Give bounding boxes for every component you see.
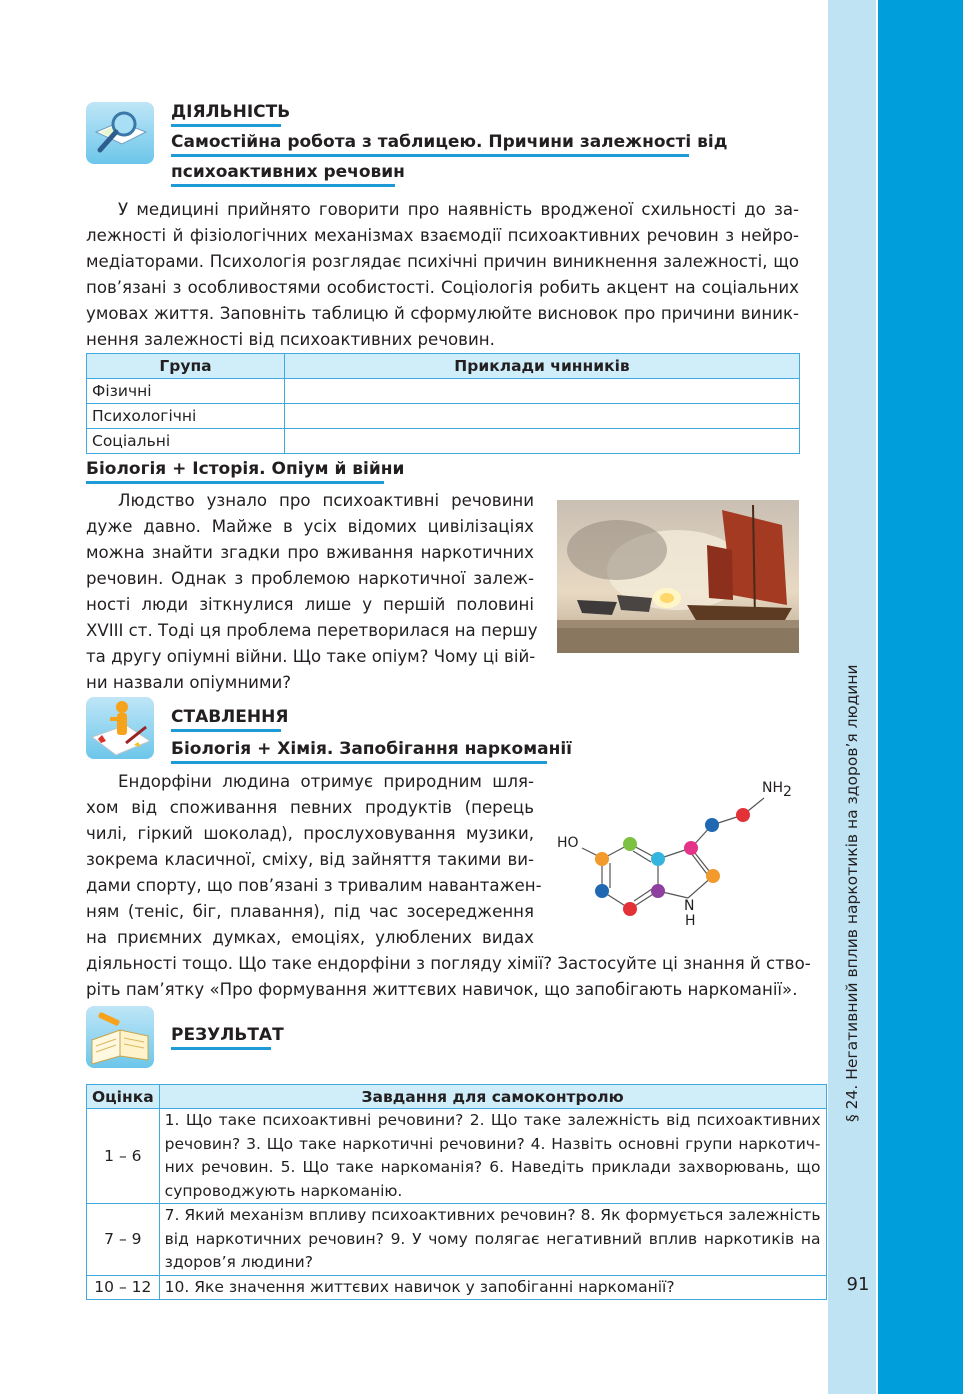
paragraph-line: дуже давно. Майже в усіх відомих цивілізаціях bbox=[86, 517, 534, 536]
paragraph-line: XVIII ст. Тоді ця проблема перетворилася на першу bbox=[86, 621, 538, 640]
activity-subheading-line2: психоактивних речовин bbox=[171, 162, 405, 182]
table-header: Група bbox=[87, 354, 285, 379]
hydroxyl-label: HO bbox=[557, 835, 579, 851]
paragraph-line: дами спорту, що пов’язані з тривалим навантажен- bbox=[86, 876, 542, 895]
amine-nh: NH bbox=[762, 780, 783, 796]
task-line: 7. Який механізм впливу психоактивних речовин? 8. Як формується залежність bbox=[164, 1206, 821, 1224]
table-header: Приклади чинників bbox=[285, 354, 800, 379]
attitude-paragraph bbox=[86, 769, 542, 951]
task-line: речовин? 3. Що таке наркотичні речовини? 4. Назвіть основні групи наркотич- bbox=[164, 1134, 821, 1153]
table-cell[interactable] bbox=[285, 404, 800, 429]
result-heading: РЕЗУЛЬТАТ bbox=[171, 1025, 284, 1045]
sidebar-strip-dark bbox=[878, 0, 963, 1394]
task-cell bbox=[159, 1275, 826, 1300]
opium-war-painting bbox=[557, 500, 799, 653]
paragraph-line: нення залежності від психоактивних речовин. bbox=[86, 330, 495, 349]
open-book-icon bbox=[86, 1006, 154, 1068]
task-cell bbox=[159, 1204, 826, 1276]
paragraph-line: Ендорфіни людина отримує природним шля- bbox=[118, 772, 534, 791]
attitude-heading-underline bbox=[171, 729, 281, 732]
activity-heading: ДІЯЛЬНІСТЬ bbox=[171, 102, 291, 122]
attitude-heading: СТАВЛЕННЯ bbox=[171, 707, 289, 727]
task-cell bbox=[159, 1109, 826, 1204]
amine-label bbox=[762, 780, 792, 800]
table-cell: Психологічні bbox=[87, 404, 285, 429]
molecule-diagram bbox=[548, 770, 808, 945]
carbon-atoms bbox=[595, 808, 750, 916]
grade-cell: 10 – 12 bbox=[87, 1275, 160, 1300]
amine-subscript: 2 bbox=[783, 784, 792, 800]
task-line: 1. Що таке психоактивні речовини? 2. Що таке залежність від психоактивних bbox=[164, 1111, 821, 1129]
task-line: супроводжують наркоманію. bbox=[164, 1181, 403, 1200]
paragraph-line: ням (теніс, біг, плавання), під час зосередження bbox=[86, 902, 534, 921]
task-line: них речовин. 5. Що таке наркоманія? 6. Наведіть приклади захворювань, що bbox=[164, 1158, 821, 1176]
page-number: 91 bbox=[846, 1274, 870, 1295]
activity-subheading-underline1 bbox=[171, 154, 689, 157]
paragraph-line: хом від споживання певних продуктів (перець bbox=[86, 798, 534, 817]
paragraph-line: ріть пам’ятку «Про формування життєвих навичок, що запобігають наркоманії». bbox=[86, 980, 798, 999]
activity-subheading-underline2 bbox=[171, 184, 395, 187]
table-cell: Фізичні bbox=[87, 379, 285, 404]
table-row bbox=[87, 1275, 827, 1300]
paragraph-line: діяльності тощо. Що таке ендорфіни з погляду хімії? Застосуйте ці знання й ство- bbox=[86, 954, 811, 973]
paragraph-line: ни назвали опіумними? bbox=[86, 673, 292, 692]
activity-subheading-line1: Самостійна робота з таблицею. Причини залежності від bbox=[171, 132, 728, 152]
result-heading-underline bbox=[171, 1047, 271, 1050]
paragraph-line: та другу опіумні війни. Що таке опіум? Чому ці вій- bbox=[86, 647, 536, 666]
grade-cell: 1 – 6 bbox=[87, 1109, 160, 1204]
table-cell[interactable] bbox=[285, 429, 800, 454]
table-cell: Соціальні bbox=[87, 429, 285, 454]
table-row bbox=[87, 1204, 827, 1276]
attitude-subheading-underline bbox=[171, 761, 547, 764]
nitrogen-label: N bbox=[684, 898, 695, 914]
table-row bbox=[87, 379, 800, 404]
paragraph-line: чилі, гіркий шоколад), прослуховування музики, bbox=[86, 824, 534, 843]
opium-heading: Біологія + Історія. Опіум й війни bbox=[86, 459, 405, 479]
activity-heading-underline bbox=[171, 124, 281, 127]
opium-heading-underline bbox=[86, 481, 384, 484]
self-check-table bbox=[86, 1084, 827, 1300]
table-row bbox=[87, 429, 800, 454]
attitude-subheading: Біологія + Хімія. Запобігання наркоманії bbox=[171, 739, 572, 759]
table-cell[interactable] bbox=[285, 379, 800, 404]
paragraph-line: умовах життя. Заповніть таблицю й сформулюйте висновок про причини виник- bbox=[86, 304, 799, 323]
attitude-paragraph-full bbox=[86, 951, 811, 1003]
table-header: Оцінка bbox=[87, 1085, 160, 1109]
table-header: Завдання для самоконтролю bbox=[159, 1085, 826, 1109]
task-line: здоров’я людини? bbox=[164, 1253, 313, 1271]
paragraph-line: лежності й фізіологічних механізмах взаємодії психоактивних речовин з нейро- bbox=[86, 226, 799, 245]
paragraph-line: Людство узнало про психоактивні речовини bbox=[118, 491, 534, 510]
hydrogen-label: H bbox=[685, 913, 696, 929]
grade-cell: 7 – 9 bbox=[87, 1204, 160, 1276]
map-magnifier-icon bbox=[86, 102, 154, 164]
paragraph-line: медіаторами. Психологія розглядає психічні причин виникнення залежності, що bbox=[86, 252, 799, 271]
paragraph-line: зокрема класичної, сміху, від зайняття такими ви- bbox=[86, 850, 534, 869]
running-head: § 24. Негативний вплив наркотиків на здоров’я людини bbox=[843, 664, 861, 1122]
person-on-paper-icon bbox=[86, 697, 154, 759]
table-row bbox=[87, 1109, 827, 1204]
table-row bbox=[87, 404, 800, 429]
task-line: 10. Яке значення життєвих навичок у запобіганні наркоманії? bbox=[164, 1277, 675, 1296]
paragraph-line: можна знайти згадки про вживання наркотичних bbox=[86, 543, 534, 562]
paragraph-line: пов’язані з особливостями особистості. Соціологія робить акцент на соціальних bbox=[86, 278, 799, 297]
paragraph-line: У медицині прийнято говорити про наявність вродженої схильності до за- bbox=[118, 200, 799, 219]
opium-paragraph bbox=[86, 488, 538, 696]
paragraph-line: на приємних думках, емоціях, улюблених видах bbox=[86, 928, 534, 947]
paragraph-line: ності люди зіткнулися лише у першій половині bbox=[86, 595, 534, 614]
task-line: від наркотичних речовин? 9. У чому полягає негативний вплив наркотиків на bbox=[164, 1229, 821, 1248]
paragraph-line: речовин. Однак з проблемою наркотичної залеж- bbox=[86, 569, 534, 588]
activity-paragraph bbox=[86, 197, 799, 353]
factors-table bbox=[86, 353, 800, 454]
